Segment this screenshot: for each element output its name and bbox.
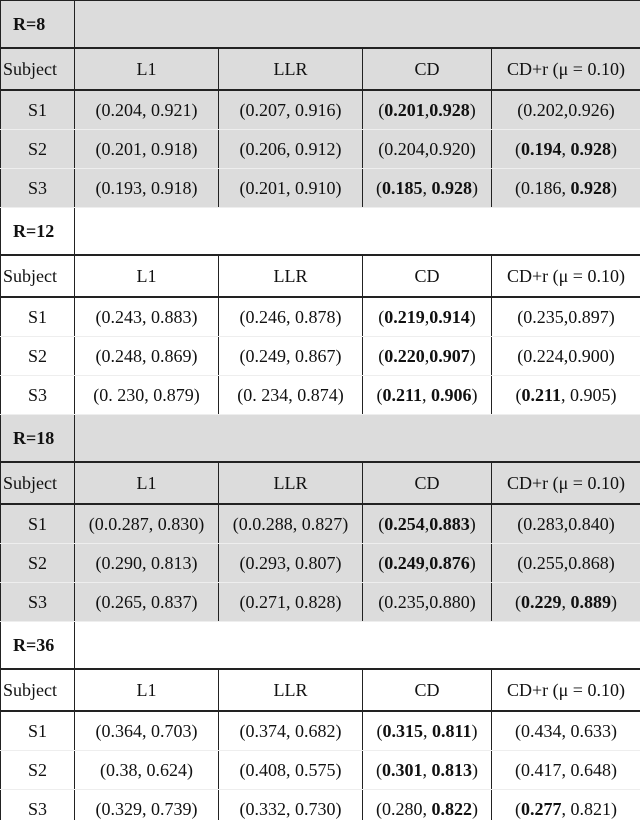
error-value: 0.408 xyxy=(245,759,286,780)
header-row xyxy=(1,669,640,711)
error-value: 0.248 xyxy=(101,345,142,366)
result-cell: (0.248, 0.869) xyxy=(75,337,219,376)
error-value: 0.243 xyxy=(101,306,142,327)
error-value: 0. 234 xyxy=(243,384,289,405)
accuracy-value: 0.889 xyxy=(570,591,611,612)
value-separator: , xyxy=(422,798,432,819)
value-separator: , xyxy=(292,513,302,534)
block-label: R=8 xyxy=(1,1,75,49)
error-value: 0.211 xyxy=(521,384,561,405)
header-subject: Subject xyxy=(1,462,75,504)
result-cell: (0.219,0.914) xyxy=(363,297,492,337)
error-value: 0.0.288 xyxy=(238,513,293,534)
header-method: CD xyxy=(363,48,492,90)
result-cell: (0.243, 0.883) xyxy=(75,297,219,337)
error-value: 0.374 xyxy=(245,720,286,741)
value-separator: , xyxy=(286,177,295,198)
value-separator: , xyxy=(142,99,151,120)
accuracy-value: 0.910 xyxy=(295,177,336,198)
accuracy-value: 0.912 xyxy=(295,138,336,159)
accuracy-value: 0.827 xyxy=(301,513,343,534)
block-title-row xyxy=(1,415,640,463)
header-method: LLR xyxy=(219,48,363,90)
result-cell: (0.204, 0.921) xyxy=(75,90,219,130)
error-value: 0.202 xyxy=(523,99,564,120)
block-title-spacer xyxy=(75,415,640,463)
error-value: 0.364 xyxy=(101,720,142,741)
result-cell: (0.280, 0.822) xyxy=(363,790,492,820)
value-separator: , xyxy=(561,177,571,198)
accuracy-value: 0.822 xyxy=(431,798,472,819)
accuracy-value: 0.821 xyxy=(570,798,611,819)
error-value: 0.277 xyxy=(521,798,562,819)
result-cell: (0.249, 0.867) xyxy=(219,337,363,376)
error-value: 0.280 xyxy=(382,798,423,819)
error-value: 0.283 xyxy=(523,513,564,534)
subject-id: S1 xyxy=(1,711,75,751)
error-value: 0.185 xyxy=(382,177,423,198)
subject-id: S2 xyxy=(1,544,75,583)
table-row xyxy=(1,297,640,337)
header-method: CD+r (μ = 0.10) xyxy=(492,48,640,90)
result-cell: (0.207, 0.916) xyxy=(219,90,363,130)
accuracy-value: 0.867 xyxy=(295,345,336,366)
result-cell: (0.374, 0.682) xyxy=(219,711,363,751)
result-cell: (0.211, 0.906) xyxy=(363,376,492,415)
error-value: 0.249 xyxy=(245,345,286,366)
error-value: 0.332 xyxy=(245,798,286,819)
accuracy-value: 0.918 xyxy=(151,138,192,159)
result-cell: (0.246, 0.878) xyxy=(219,297,363,337)
block-title-spacer xyxy=(75,208,640,256)
header-method: L1 xyxy=(75,48,219,90)
result-cell: (0.364, 0.703) xyxy=(75,711,219,751)
value-separator: , xyxy=(142,345,151,366)
value-separator: , xyxy=(563,345,569,366)
accuracy-value: 0.648 xyxy=(570,759,611,780)
accuracy-value: 0.879 xyxy=(153,384,194,405)
value-separator: , xyxy=(422,177,432,198)
error-value: 0.229 xyxy=(521,591,562,612)
subject-id: S3 xyxy=(1,790,75,820)
header-method: CD+r (μ = 0.10) xyxy=(492,255,640,297)
subject-id: S3 xyxy=(1,583,75,622)
value-separator: , xyxy=(286,798,295,819)
subject-id: S3 xyxy=(1,169,75,208)
accuracy-value: 0.880 xyxy=(429,591,470,612)
accuracy-value: 0.907 xyxy=(429,345,470,366)
header-row xyxy=(1,462,640,504)
header-method: CD xyxy=(363,255,492,297)
value-separator: , xyxy=(142,798,151,819)
error-value: 0.235 xyxy=(523,306,564,327)
value-separator: , xyxy=(142,306,151,327)
accuracy-value: 0.840 xyxy=(568,513,609,534)
block-title-row xyxy=(1,1,640,49)
accuracy-value: 0.928 xyxy=(570,138,611,159)
value-separator: , xyxy=(144,384,154,405)
value-separator: , xyxy=(424,552,430,573)
accuracy-value: 0.878 xyxy=(295,306,336,327)
result-cell: (0. 230, 0.879) xyxy=(75,376,219,415)
header-row xyxy=(1,48,640,90)
error-value: 0.290 xyxy=(101,552,142,573)
table-row xyxy=(1,711,640,751)
value-separator: , xyxy=(137,759,147,780)
block-title-spacer xyxy=(75,1,640,49)
error-value: 0.315 xyxy=(382,720,423,741)
table-row xyxy=(1,90,640,130)
table-row xyxy=(1,751,640,790)
result-cell: (0.332, 0.730) xyxy=(219,790,363,820)
result-cell: (0.220,0.907) xyxy=(363,337,492,376)
result-cell: (0.277, 0.821) xyxy=(492,790,640,820)
accuracy-value: 0.730 xyxy=(295,798,336,819)
value-separator: , xyxy=(288,384,298,405)
result-cell: (0.255,0.868) xyxy=(492,544,640,583)
accuracy-value: 0.916 xyxy=(295,99,336,120)
error-value: 0.271 xyxy=(245,591,286,612)
error-value: 0.186 xyxy=(521,177,562,198)
error-value: 0.293 xyxy=(245,552,286,573)
result-cell: (0.204,0.920) xyxy=(363,130,492,169)
value-separator: , xyxy=(424,99,430,120)
accuracy-value: 0.928 xyxy=(570,177,611,198)
result-cell: (0.202,0.926) xyxy=(492,90,640,130)
subject-id: S3 xyxy=(1,376,75,415)
value-separator: , xyxy=(142,138,151,159)
header-method: L1 xyxy=(75,669,219,711)
result-cell: (0.265, 0.837) xyxy=(75,583,219,622)
accuracy-value: 0.703 xyxy=(151,720,192,741)
block-label: R=18 xyxy=(1,415,75,463)
error-value: 0.204 xyxy=(101,99,142,120)
value-separator: , xyxy=(424,345,430,366)
table-row xyxy=(1,583,640,622)
accuracy-value: 0.926 xyxy=(568,99,609,120)
result-cell: (0.290, 0.813) xyxy=(75,544,219,583)
result-cell: (0.301, 0.813) xyxy=(363,751,492,790)
header-method: LLR xyxy=(219,255,363,297)
value-separator: , xyxy=(286,759,295,780)
table-row xyxy=(1,544,640,583)
value-separator: , xyxy=(286,306,295,327)
value-separator: , xyxy=(561,384,570,405)
accuracy-value: 0.830 xyxy=(157,513,199,534)
value-separator: , xyxy=(148,513,158,534)
header-method: CD+r (μ = 0.10) xyxy=(492,462,640,504)
accuracy-value: 0.900 xyxy=(568,345,609,366)
value-separator: , xyxy=(424,591,430,612)
error-value: 0.207 xyxy=(245,99,286,120)
accuracy-value: 0.869 xyxy=(151,345,192,366)
value-separator: , xyxy=(142,552,151,573)
accuracy-value: 0.876 xyxy=(429,552,470,573)
accuracy-value: 0.575 xyxy=(295,759,336,780)
subject-id: S2 xyxy=(1,337,75,376)
value-separator: , xyxy=(563,99,569,120)
value-separator: , xyxy=(424,138,430,159)
result-cell: (0. 234, 0.874) xyxy=(219,376,363,415)
block-title-row xyxy=(1,622,640,670)
error-value: 0.265 xyxy=(101,591,142,612)
error-value: 0.246 xyxy=(245,306,286,327)
result-cell: (0.194, 0.928) xyxy=(492,130,640,169)
error-value: 0.224 xyxy=(523,345,564,366)
error-value: 0.220 xyxy=(384,345,425,366)
header-method: CD xyxy=(363,462,492,504)
accuracy-value: 0.813 xyxy=(431,759,472,780)
result-cell: (0.249,0.876) xyxy=(363,544,492,583)
error-value: 0. 230 xyxy=(99,384,145,405)
accuracy-value: 0.918 xyxy=(151,177,192,198)
error-value: 0.201 xyxy=(101,138,142,159)
error-value: 0.38 xyxy=(106,759,138,780)
result-cell: (0.293, 0.807) xyxy=(219,544,363,583)
result-cell: (0.186, 0.928) xyxy=(492,169,640,208)
error-value: 0.194 xyxy=(521,138,562,159)
value-separator: , xyxy=(422,759,432,780)
result-cell: (0.329, 0.739) xyxy=(75,790,219,820)
error-value: 0.206 xyxy=(245,138,286,159)
value-separator: , xyxy=(286,99,295,120)
value-separator: , xyxy=(563,306,569,327)
result-cell: (0.201, 0.918) xyxy=(75,130,219,169)
value-separator: , xyxy=(561,138,571,159)
header-method: L1 xyxy=(75,255,219,297)
value-separator: , xyxy=(286,552,295,573)
header-method: L1 xyxy=(75,462,219,504)
subject-id: S2 xyxy=(1,130,75,169)
accuracy-value: 0.828 xyxy=(295,591,336,612)
value-separator: , xyxy=(424,513,430,534)
value-separator: , xyxy=(286,720,295,741)
accuracy-value: 0.868 xyxy=(568,552,609,573)
accuracy-value: 0.811 xyxy=(431,720,472,741)
accuracy-value: 0.914 xyxy=(429,306,470,327)
result-cell: (0.434, 0.633) xyxy=(492,711,640,751)
error-value: 0.255 xyxy=(523,552,564,573)
error-value: 0.329 xyxy=(101,798,142,819)
header-method: CD xyxy=(363,669,492,711)
block-label: R=36 xyxy=(1,622,75,670)
value-separator: , xyxy=(563,513,569,534)
value-separator: , xyxy=(561,798,571,819)
result-cell: (0.201,0.928) xyxy=(363,90,492,130)
value-separator: , xyxy=(422,720,432,741)
result-cell: (0.201, 0.910) xyxy=(219,169,363,208)
accuracy-value: 0.921 xyxy=(151,99,192,120)
header-method: LLR xyxy=(219,669,363,711)
error-value: 0.219 xyxy=(384,306,425,327)
value-separator: , xyxy=(142,720,151,741)
table-row xyxy=(1,130,640,169)
value-separator: , xyxy=(286,345,295,366)
result-cell: (0.254,0.883) xyxy=(363,504,492,544)
value-separator: , xyxy=(286,591,295,612)
table-row xyxy=(1,337,640,376)
accuracy-value: 0.624 xyxy=(146,759,187,780)
accuracy-value: 0.928 xyxy=(429,99,470,120)
accuracy-value: 0.883 xyxy=(151,306,192,327)
error-value: 0.201 xyxy=(245,177,286,198)
error-value: 0.301 xyxy=(382,759,423,780)
accuracy-value: 0.906 xyxy=(431,384,472,405)
error-value: 0.204 xyxy=(384,138,425,159)
value-separator: , xyxy=(563,552,569,573)
result-cell: (0.185, 0.928) xyxy=(363,169,492,208)
subject-id: S1 xyxy=(1,297,75,337)
subject-id: S1 xyxy=(1,90,75,130)
subject-id: S1 xyxy=(1,504,75,544)
error-value: 0.249 xyxy=(384,552,425,573)
error-value: 0.235 xyxy=(384,591,425,612)
header-method: LLR xyxy=(219,462,363,504)
result-cell: (0.224,0.900) xyxy=(492,337,640,376)
subject-id: S2 xyxy=(1,751,75,790)
block-title-row xyxy=(1,208,640,256)
accuracy-value: 0.928 xyxy=(431,177,472,198)
accuracy-value: 0.739 xyxy=(151,798,192,819)
accuracy-value: 0.874 xyxy=(297,384,338,405)
error-value: 0.201 xyxy=(384,99,425,120)
accuracy-value: 0.807 xyxy=(295,552,336,573)
table-row xyxy=(1,376,640,415)
result-cell: (0.0.288, 0.827) xyxy=(219,504,363,544)
error-value: 0.193 xyxy=(101,177,142,198)
error-value: 0.0.287 xyxy=(94,513,149,534)
result-cell: (0.271, 0.828) xyxy=(219,583,363,622)
accuracy-value: 0.633 xyxy=(570,720,611,741)
result-cell: (0.206, 0.912) xyxy=(219,130,363,169)
accuracy-value: 0.897 xyxy=(568,306,609,327)
result-cell: (0.408, 0.575) xyxy=(219,751,363,790)
accuracy-value: 0.813 xyxy=(151,552,192,573)
result-cell: (0.229, 0.889) xyxy=(492,583,640,622)
result-cell: (0.417, 0.648) xyxy=(492,751,640,790)
header-subject: Subject xyxy=(1,669,75,711)
result-cell: (0.193, 0.918) xyxy=(75,169,219,208)
value-separator: , xyxy=(424,306,430,327)
table-row xyxy=(1,504,640,544)
header-subject: Subject xyxy=(1,48,75,90)
result-cell: (0.235,0.897) xyxy=(492,297,640,337)
result-cell: (0.235,0.880) xyxy=(363,583,492,622)
result-cell: (0.38, 0.624) xyxy=(75,751,219,790)
accuracy-value: 0.837 xyxy=(151,591,192,612)
header-method: CD+r (μ = 0.10) xyxy=(492,669,640,711)
error-value: 0.434 xyxy=(521,720,562,741)
accuracy-value: 0.920 xyxy=(429,138,470,159)
value-separator: , xyxy=(561,759,571,780)
value-separator: , xyxy=(142,591,151,612)
result-cell: (0.0.287, 0.830) xyxy=(75,504,219,544)
result-cell: (0.283,0.840) xyxy=(492,504,640,544)
header-row xyxy=(1,255,640,297)
error-value: 0.417 xyxy=(521,759,562,780)
table-row xyxy=(1,169,640,208)
accuracy-value: 0.682 xyxy=(295,720,336,741)
header-subject: Subject xyxy=(1,255,75,297)
table-row xyxy=(1,790,640,820)
block-label: R=12 xyxy=(1,208,75,256)
result-cell: (0.315, 0.811) xyxy=(363,711,492,751)
error-value: 0.211 xyxy=(382,384,422,405)
accuracy-value: 0.883 xyxy=(429,513,470,534)
value-separator: , xyxy=(286,138,295,159)
error-value: 0.254 xyxy=(384,513,425,534)
block-title-spacer xyxy=(75,622,640,670)
value-separator: , xyxy=(561,591,571,612)
value-separator: , xyxy=(561,720,571,741)
result-cell: (0.211, 0.905) xyxy=(492,376,640,415)
accuracy-value: 0.905 xyxy=(570,384,611,405)
value-separator: , xyxy=(422,384,431,405)
value-separator: , xyxy=(142,177,151,198)
